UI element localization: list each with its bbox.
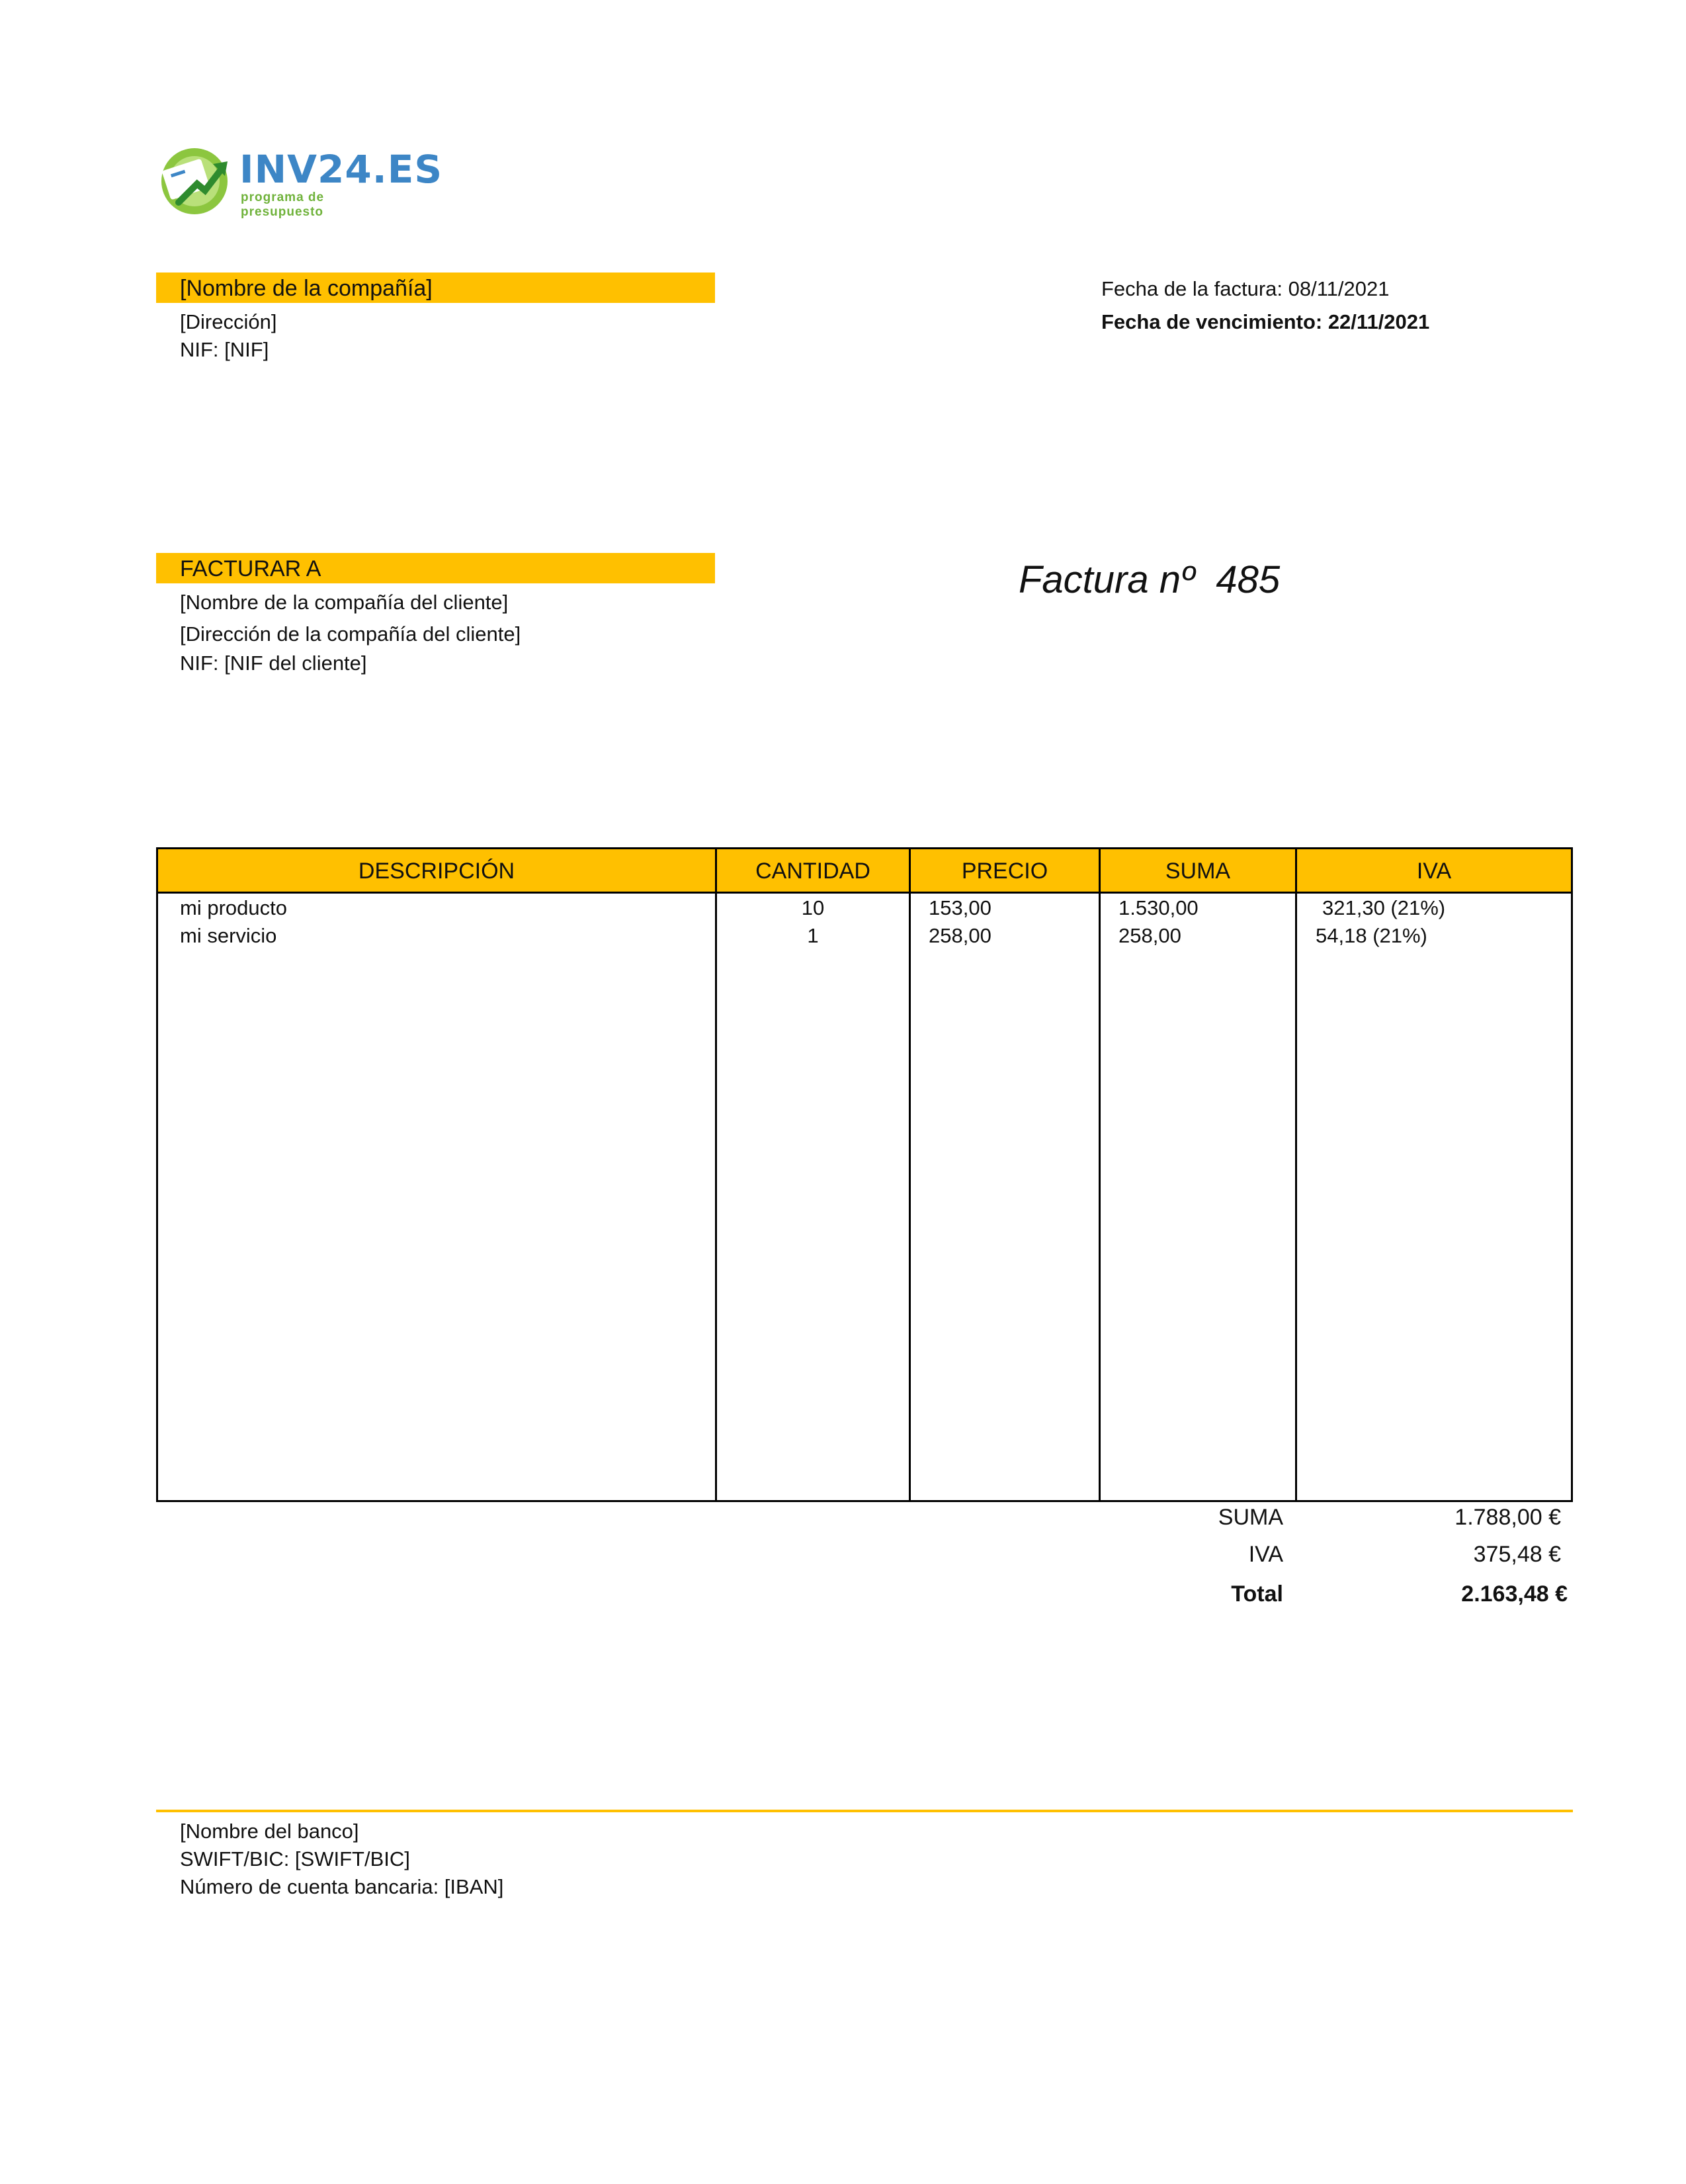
bill-to-heading: FACTURAR A [180, 556, 321, 581]
due-date: Fecha de vencimiento: 22/11/2021 [1101, 310, 1430, 333]
tax-value: 375,48 € [1473, 1542, 1561, 1567]
row-2-description: mi servicio [180, 924, 277, 947]
column-divider [1295, 849, 1297, 1500]
company-logo [159, 144, 443, 219]
client-nif: NIF: [NIF del cliente] [180, 651, 367, 675]
table-header [158, 849, 1571, 894]
header-tax: IVA [1416, 859, 1452, 884]
row-1-price: 153,00 [929, 896, 991, 919]
company-name-bar [156, 273, 715, 303]
row-2-price: 258,00 [929, 924, 991, 947]
column-divider [1099, 849, 1101, 1500]
logo-tagline: programa de presupuesto [241, 190, 325, 219]
bill-to-bar [156, 553, 715, 583]
company-nif: NIF: [NIF] [180, 338, 269, 361]
company-name: [Nombre de la compañía] [180, 276, 433, 301]
row-2-quantity: 1 [807, 924, 819, 947]
subtotal-value: 1.788,00 € [1454, 1505, 1561, 1530]
header-price: PRECIO [961, 859, 1048, 884]
row-1-amount: 1.530,00 [1118, 896, 1199, 919]
total-label: Total [1231, 1581, 1283, 1607]
logo-emblem-icon [159, 144, 237, 217]
client-name: [Nombre de la compañía del cliente] [180, 591, 509, 614]
company-address: [Dirección] [180, 310, 277, 333]
bank-account: Número de cuenta bancaria: [IBAN] [180, 1875, 504, 1898]
footer-divider [156, 1810, 1573, 1812]
invoice-date: Fecha de la factura: 08/11/2021 [1101, 277, 1390, 300]
row-1-tax: 321,30 (21%) [1322, 896, 1446, 919]
items-table [156, 847, 1573, 1502]
column-divider [909, 849, 911, 1500]
total-value: 2.163,48 € [1461, 1581, 1568, 1607]
header-quantity: CANTIDAD [755, 859, 870, 884]
header-description: DESCRIPCIÓN [358, 859, 515, 884]
bank-swift: SWIFT/BIC: [SWIFT/BIC] [180, 1847, 410, 1870]
invoice-title: Factura nº 485 [1019, 558, 1281, 601]
row-2-amount: 258,00 [1118, 924, 1181, 947]
client-address: [Dirección de la compañía del cliente] [180, 622, 521, 646]
header-amount: SUMA [1165, 859, 1231, 884]
tax-label: IVA [1248, 1542, 1283, 1567]
row-1-description: mi producto [180, 896, 287, 919]
row-1-quantity: 10 [801, 896, 825, 919]
logo-brand-text: INV24.ES [239, 147, 443, 192]
row-2-tax: 54,18 (21%) [1316, 924, 1427, 947]
subtotal-label: SUMA [1218, 1505, 1283, 1530]
bank-name: [Nombre del banco] [180, 1820, 359, 1843]
